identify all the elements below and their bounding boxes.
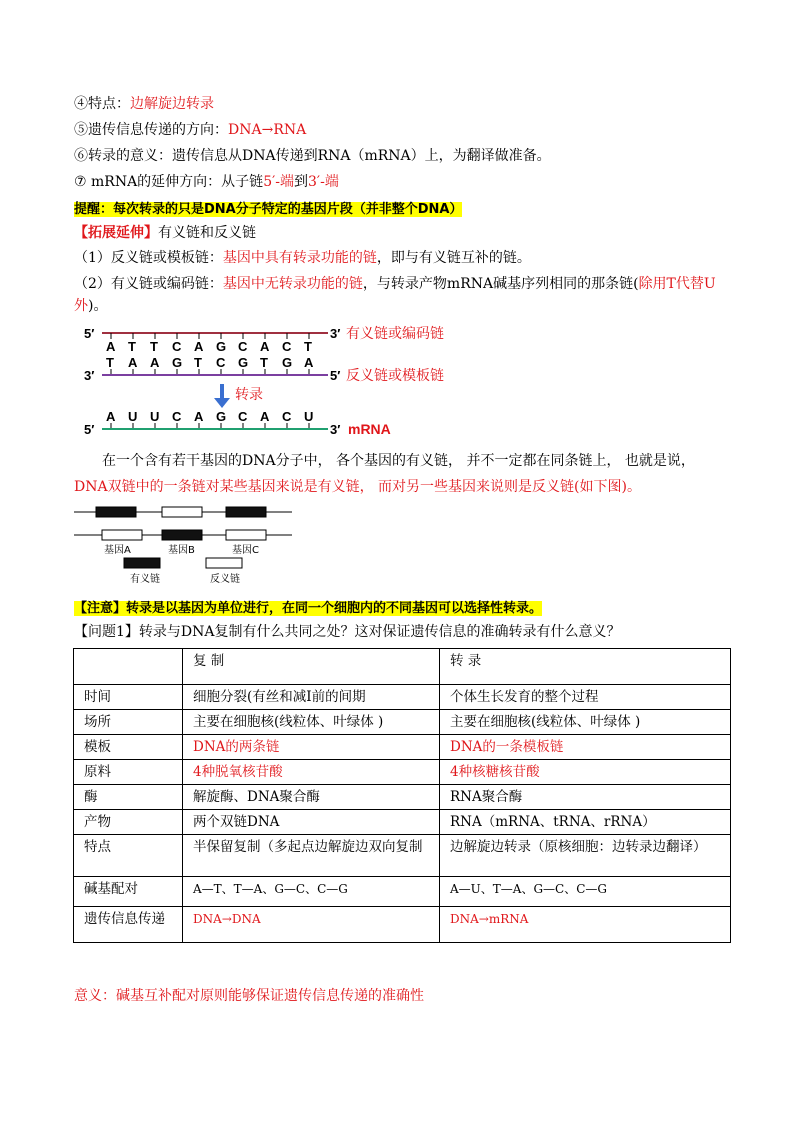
replication-cell: 主要在细胞核(线粒体、叶绿体 ): [183, 710, 440, 735]
header-transcription: 转 录: [440, 649, 731, 685]
extension-mid: 到: [294, 174, 309, 190]
sense-base: C: [172, 339, 182, 354]
feature-line: [74, 94, 214, 114]
direction-line: [74, 120, 306, 140]
table-row: [74, 785, 731, 810]
table-row: [74, 835, 731, 877]
item1-rest: ，即与有义链互补的链。: [376, 250, 531, 266]
paragraph-red: DNA双链中的一条链对某些基因来说是有义链， 而对另一些基因来说则是反义链(: [74, 479, 580, 495]
bot-3-label: 3′: [330, 422, 341, 437]
antisense-label: 反义链或模板链: [346, 367, 444, 383]
legend-antisense-swatch: [206, 558, 242, 568]
table-row: [74, 735, 731, 760]
item2-rest: ，与转录产物mRNA碱基序列相同的那条链(: [362, 276, 639, 292]
direction-value: DNA→RNA: [228, 122, 307, 138]
row-label: 特点: [74, 835, 183, 877]
sense-base: A: [260, 339, 270, 354]
row-label: 场所: [74, 710, 183, 735]
replication-cell: 4种脱氧核苷酸: [183, 760, 440, 785]
transcription-diagram: [80, 318, 500, 444]
gene-paragraph: [74, 448, 730, 500]
sense-base: C: [282, 339, 292, 354]
bot-5-label: 5′: [84, 422, 95, 437]
transcription-cell: RNA（mRNA、tRNA、rRNA）: [440, 810, 731, 835]
transcription-cell: 边解旋边转录（原核细胞：边转录边翻译）: [440, 835, 731, 877]
extension-heading: [74, 223, 256, 243]
transcription-cell: RNA聚合酶: [440, 785, 731, 810]
row-label: 原料: [74, 760, 183, 785]
transcription-cell: 4种核糖核苷酸: [440, 760, 731, 785]
replication-cell: DNA→DNA: [183, 907, 440, 943]
table-row: [74, 907, 731, 943]
feature-label: ④特点：: [74, 96, 130, 112]
extension-direction-line: [74, 172, 339, 192]
transcribe-arrow-head: [214, 398, 230, 408]
table-row: [74, 810, 731, 835]
transcription-cell: 主要在细胞核(线粒体、叶绿体 ): [440, 710, 731, 735]
mrna-base: A: [106, 409, 116, 424]
antisense-base: T: [260, 355, 268, 370]
transcription-cell: DNA的一条模板链: [440, 735, 731, 760]
top-5-label: 5′: [84, 326, 95, 341]
header-replication: 复 制: [183, 649, 440, 685]
table-header-row: [74, 649, 731, 685]
gene-a-lower: [102, 530, 142, 540]
legend-sense-swatch: [124, 558, 160, 568]
question-line: 【问题1】转录与DNA复制有什么共同之处？这对保证遗传信息的准确转录有什么意义？: [74, 624, 621, 640]
extension-tag: 【拓展延伸】: [74, 225, 158, 241]
item1-red: 基因中具有转录功能的链: [222, 250, 377, 266]
transcription-cell: A—U、T—A、G—C、C—G: [440, 877, 731, 907]
row-label: 时间: [74, 685, 183, 710]
tip-line: [74, 199, 462, 220]
table-row: [74, 710, 731, 735]
row-label: 产物: [74, 810, 183, 835]
mrna-base: G: [216, 409, 227, 424]
table-row: [74, 760, 731, 785]
transcription-cell: 个体生长发育的整个过程: [440, 685, 731, 710]
table-row: [74, 685, 731, 710]
item-sense-cont: [74, 296, 107, 316]
paragraph-line2: [74, 474, 641, 500]
antisense-base: A: [150, 355, 160, 370]
antisense-base: A: [304, 355, 314, 370]
sense-base: T: [150, 339, 158, 354]
mrna-base: C: [172, 409, 182, 424]
item2-red: 基因中无转录功能的链: [222, 276, 363, 292]
replication-cell: 半保留复制（多起点边解旋边双向复制: [183, 835, 440, 877]
gene-b-lower: [162, 530, 202, 540]
item1-prefix: （1）反义链或模板链：: [74, 250, 223, 266]
row-label: 碱基配对: [74, 877, 183, 907]
legend-sense-label: 有义链: [130, 574, 160, 585]
paragraph-line1: 在一个含有若干基因的DNA分子中， 各个基因的有义链， 并不一定都在同条链上， 也就是说，: [102, 453, 695, 469]
sense-base: A: [106, 339, 116, 354]
gene-c-label: 基因C: [232, 545, 259, 556]
feature-value: 边解旋边转录: [130, 96, 214, 112]
gene-c-lower: [226, 530, 266, 540]
legend-antisense-label: 反义链: [210, 574, 240, 585]
gene-b-label: 基因B: [168, 545, 195, 556]
replication-cell: 细胞分裂(有丝和减Ⅰ前的间期: [183, 685, 440, 710]
sense-base: G: [216, 339, 227, 354]
item2-line2-red: 外: [74, 298, 88, 314]
row-label: 模板: [74, 735, 183, 760]
direction-label: ⑤遗传信息传递的方向：: [74, 122, 228, 138]
mrna-base: U: [128, 409, 138, 424]
mid-5-label: 5′: [330, 368, 341, 383]
mrna-base: U: [304, 409, 314, 424]
mrna-base: A: [260, 409, 270, 424]
note-line: [74, 598, 542, 619]
item2-line2-rest: )。: [88, 298, 108, 314]
antisense-base: G: [172, 355, 183, 370]
item-sense: [74, 274, 716, 294]
meaning-line: ⑥转录的意义：遗传信息从DNA传递到RNA（mRNA）上，为翻译做准备。: [74, 148, 551, 164]
gene-b-upper: [162, 507, 202, 517]
antisense-base: A: [128, 355, 138, 370]
antisense-base: T: [194, 355, 202, 370]
sense-base: C: [238, 339, 248, 354]
antisense-base: C: [216, 355, 226, 370]
sense-base: T: [128, 339, 136, 354]
mrna-base: U: [150, 409, 160, 424]
comparison-table: [73, 648, 731, 943]
mid-3-label: 3′: [84, 368, 95, 383]
extension-label: ⑦ mRNA的延伸方向：从子链: [74, 174, 264, 190]
item-antisense: [74, 248, 531, 268]
row-label: 酶: [74, 785, 183, 810]
extension-from: 5′-端: [263, 174, 295, 190]
transcribe-label: 转录: [235, 386, 263, 402]
note-highlight: 【注意】转录是以基因为单位进行，在同一个细胞内的不同基因可以选择性转录。: [74, 601, 543, 616]
header-empty: [74, 649, 183, 685]
antisense-base: G: [238, 355, 249, 370]
replication-cell: 两个双链DNA: [183, 810, 440, 835]
gene-c-upper: [226, 507, 266, 517]
transcription-cell: DNA→mRNA: [440, 907, 731, 943]
top-3-label: 3′: [330, 326, 341, 341]
replication-cell: 解旋酶、DNA聚合酶: [183, 785, 440, 810]
replication-cell: A—T、T—A、G—C、C—G: [183, 877, 440, 907]
item2-red2: 除用T代替U: [638, 276, 716, 292]
sense-label: 有义链或编码链: [346, 325, 444, 341]
sense-base: A: [194, 339, 204, 354]
antisense-base: T: [106, 355, 114, 370]
replication-cell: DNA的两条链: [183, 735, 440, 760]
tip-highlight: 提醒：每次转录的只是DNA分子特定的基因片段（并非整个DNA）: [74, 202, 463, 217]
paragraph-tail: 如下图)。: [579, 479, 641, 495]
sense-base: T: [304, 339, 312, 354]
antisense-base: G: [282, 355, 293, 370]
gene-a-upper: [96, 507, 136, 517]
table-row: [74, 877, 731, 907]
meaning-conclusion: 意义：碱基互补配对原则能够保证遗传信息传递的准确性: [74, 988, 424, 1004]
item2-prefix: （2）有义链或编码链：: [74, 276, 223, 292]
mrna-base: C: [238, 409, 248, 424]
mrna-base: C: [282, 409, 292, 424]
mrna-base: A: [194, 409, 204, 424]
extension-to: 3′-端: [308, 174, 339, 190]
gene-diagram: [74, 502, 306, 590]
row-label: 遗传信息传递: [74, 907, 183, 943]
gene-a-label: 基因A: [104, 545, 131, 556]
extension-title: 有义链和反义链: [158, 225, 256, 241]
mrna-label: mRNA: [348, 421, 391, 437]
